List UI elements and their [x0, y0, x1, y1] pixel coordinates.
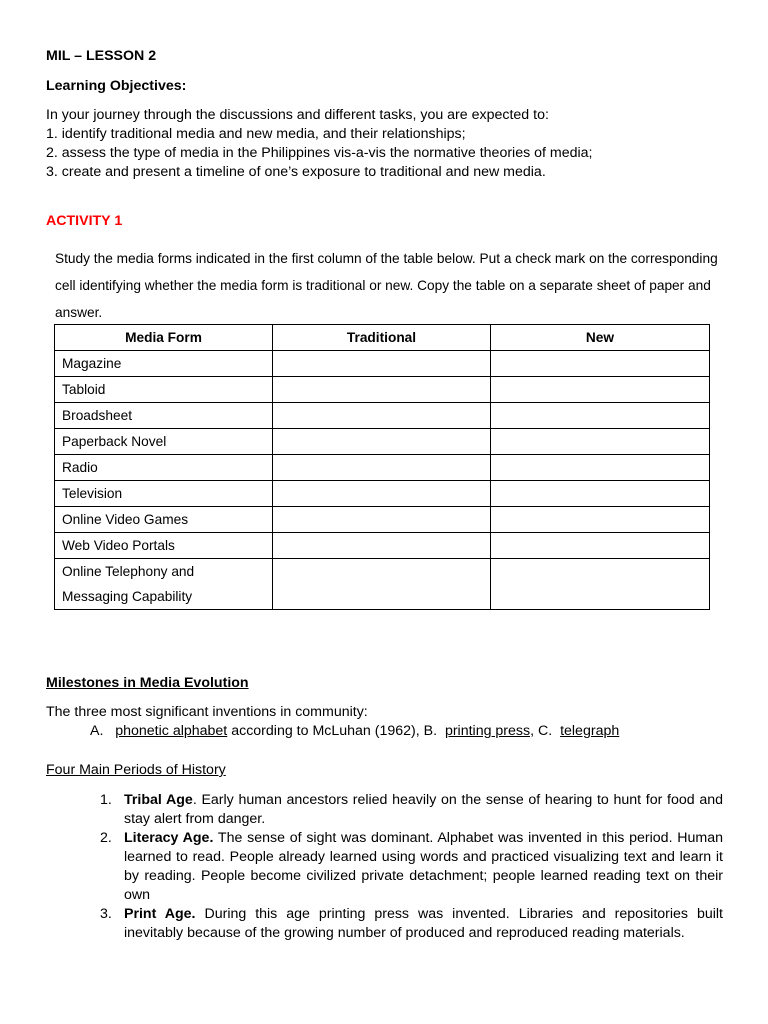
periods-list	[100, 791, 723, 943]
table-row	[55, 351, 710, 377]
invention-term: telegraph	[560, 723, 620, 739]
media-form-line: Messaging Capability	[62, 589, 193, 604]
new-check-cell[interactable]	[491, 377, 710, 403]
table-row	[55, 533, 710, 559]
list-number: 2.	[100, 830, 112, 846]
list-item	[100, 829, 723, 905]
traditional-check-cell[interactable]	[273, 533, 491, 559]
invention-term: phonetic alphabet	[115, 723, 228, 739]
media-form-cell: Paperback Novel	[55, 429, 273, 455]
traditional-check-cell[interactable]	[273, 429, 491, 455]
objectives-intro: In your journey through the discussions and different tasks, you are expected to:	[46, 107, 549, 123]
objective-item: 2. assess the type of media in the Philippines vis-a-vis the normative theories of media;	[46, 145, 593, 161]
traditional-check-cell[interactable]	[273, 481, 491, 507]
milestones-intro: The three most significant inventions in community:	[46, 704, 368, 720]
invention-marker: A.	[90, 723, 104, 739]
activity-instructions: Study the media forms indicated in the first column of the table below. Put a check mark on the corresponding cell identifying whether the media form is traditional or new. Copy the table on a separate sheet of paper and answer.	[55, 251, 718, 320]
period-text: . Early human ancestors relied heavily on the sense of hearing to hunt for food and stay alert from danger.	[124, 792, 723, 827]
milestones-heading: Milestones in Media Evolution	[46, 675, 249, 691]
new-check-cell[interactable]	[491, 507, 710, 533]
new-check-cell[interactable]	[491, 533, 710, 559]
period-text: The sense of sight was dominant. Alphabet was invented in this period. Human learned to read. People already learned using words and practiced visualizing text and learn it by reading. People become civilized private detachment; people learned reading text on their own	[124, 830, 723, 903]
objectives-heading: Learning Objectives:	[46, 78, 187, 94]
media-form-line: Online Telephony and	[62, 564, 195, 579]
traditional-check-cell[interactable]	[273, 507, 491, 533]
traditional-check-cell[interactable]	[273, 403, 491, 429]
new-check-cell[interactable]	[491, 559, 710, 610]
new-check-cell[interactable]	[491, 455, 710, 481]
traditional-check-cell[interactable]	[273, 455, 491, 481]
header-media-form: Media Form	[55, 325, 273, 351]
table-row	[55, 429, 710, 455]
period-title: Print Age.	[124, 906, 196, 922]
periods-heading: Four Main Periods of History	[46, 762, 226, 778]
table-row	[55, 481, 710, 507]
media-form-cell: Radio	[55, 455, 273, 481]
table-header-row	[55, 325, 710, 351]
invention-term: printing press,	[444, 723, 535, 739]
period-text: During this age printing press was invented. Libraries and repositories built inevitably because of the growing number of produced and reproduced reading materials.	[124, 906, 723, 941]
table-row	[55, 559, 710, 610]
activity-title: ACTIVITY 1	[46, 213, 123, 229]
new-check-cell[interactable]	[491, 481, 710, 507]
media-form-cell: Television	[55, 481, 273, 507]
traditional-check-cell[interactable]	[273, 377, 491, 403]
objective-item: 1. identify traditional media and new media, and their relationships;	[46, 126, 466, 142]
traditional-check-cell[interactable]	[273, 351, 491, 377]
media-form-cell: Magazine	[55, 351, 273, 377]
list-number: 1.	[100, 792, 112, 808]
media-form-cell: Tabloid	[55, 377, 273, 403]
new-check-cell[interactable]	[491, 351, 710, 377]
invention-text: according to McLuhan (1962), B.	[227, 723, 438, 739]
list-item	[100, 905, 723, 943]
list-number: 3.	[100, 906, 112, 922]
table-row	[55, 403, 710, 429]
media-form-cell: Web Video Portals	[55, 533, 273, 559]
period-title: Literacy Age.	[124, 830, 214, 846]
media-form-cell	[55, 559, 273, 610]
table-row	[55, 377, 710, 403]
table-row	[55, 455, 710, 481]
lesson-title: MIL – LESSON 2	[46, 48, 157, 64]
new-check-cell[interactable]	[491, 429, 710, 455]
inventions-line	[90, 722, 619, 741]
header-traditional: Traditional	[273, 325, 491, 351]
period-title: Tribal Age	[124, 792, 193, 808]
list-item	[100, 791, 723, 829]
traditional-check-cell[interactable]	[273, 559, 491, 610]
media-form-cell: Broadsheet	[55, 403, 273, 429]
new-check-cell[interactable]	[491, 403, 710, 429]
media-form-cell: Online Video Games	[55, 507, 273, 533]
header-new: New	[491, 325, 710, 351]
objective-item: 3. create and present a timeline of one’s exposure to traditional and new media.	[46, 164, 546, 180]
table-row	[55, 507, 710, 533]
objectives-block	[46, 106, 726, 182]
media-form-table	[54, 324, 710, 610]
invention-text: C.	[534, 723, 553, 739]
